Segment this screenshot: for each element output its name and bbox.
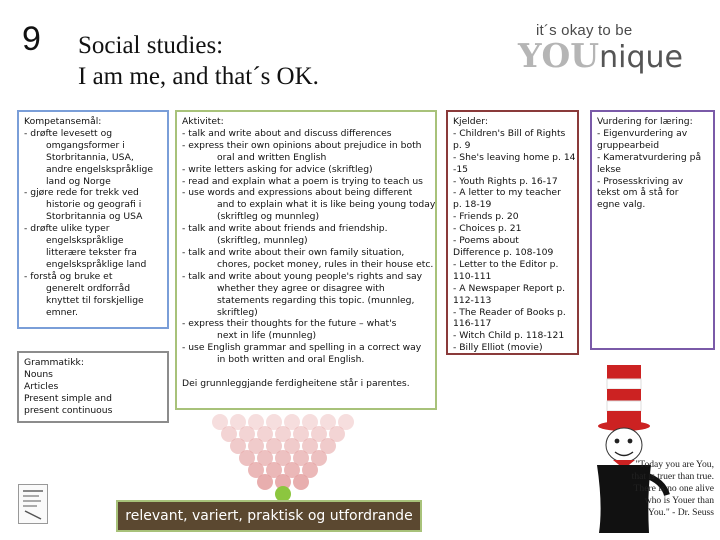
grammatikk-line: Grammatikk: [24,357,84,368]
title-line-1: Social studies: [78,32,224,59]
aktivitet-line: - express their thoughts for the future – what's [182,318,397,330]
kompetansemal-line: engelskspråklige [46,235,124,247]
kjelder-line: - Children's Bill of Rights [453,127,566,139]
kjelder-line: Kjelder: [453,116,488,127]
kompetansemal-line: Storbritannia, USA, [46,151,134,163]
vurdering-line: - Kameratvurdering på [597,151,702,163]
kompetansemal-line: generelt ordforråd [46,282,131,294]
kompetansemal-line: emner. [46,306,78,318]
logo-small-text: it´s okay to be [536,22,633,39]
kompetansemal-line: - drøfte ulike typer [24,223,110,235]
quote-line: who is Youer than [644,495,714,506]
kompetansemal-line: Kompetansemål: [24,116,102,127]
vurdering-box [590,110,715,350]
kjelder-line: - Youth Rights p. 16-17 [453,175,558,187]
grammatikk-line: present continuous [24,404,113,416]
kjelder-line: - The Reader of Books p. [453,306,566,318]
kjelder-line: - Friends p. 20 [453,211,519,223]
kompetansemal-line: omgangsformer i [46,139,125,151]
aktivitet-line: and to explain what it is like being young today [217,199,436,211]
kjelder-line: 110-111 [453,270,492,282]
logo-big-text [518,36,683,75]
vurdering-line: tekst om å stå for [597,187,679,199]
aktivitet-box [175,110,437,410]
grammatikk-box [17,351,169,423]
aktivitet-line: - talk and write about their own family situation, [182,246,405,258]
ball-pyramid-image [208,410,358,500]
grammatikk-line: Nouns [24,368,53,380]
aktivitet-line: - read and explain what a poem is trying to teach us [182,175,423,187]
slide-number: 9 [22,20,41,58]
kjelder-line: - Billy Elliot (movie) [453,342,543,354]
kompetansemal-line: historie og geografi i [46,199,142,211]
aktivitet-line: oral and written English [217,151,327,163]
kompetansemal-line: litterære tekster fra [46,246,137,258]
dr-seuss-quote [596,459,714,519]
aktivitet-line: - talk and write about friends and friendship. [182,223,388,235]
kjelder-box [446,110,579,355]
kompetansemal-line: - drøfte levesett og [24,127,113,139]
vurdering-line: gruppearbeid [597,139,660,151]
quote-line: There is no one alive [633,483,714,494]
quote-line: "Today you are You, [635,459,714,470]
slide-title [78,30,319,92]
kompetansemal-box [17,110,169,329]
aktivitet-line: statements regarding this topic. (munnleg, [217,294,415,306]
kompetansemal-line: Storbritannia og USA [46,211,143,223]
kompetansemal-line: land og Norge [46,175,111,187]
aktivitet-line: skriftleg) [217,306,258,318]
kjelder-line: p. 9 [453,139,471,151]
aktivitet-line: - use English grammar and spelling in a correct way [182,342,422,354]
green-ball [275,486,291,500]
aktivitet-line: - use words and expressions about being different [182,187,413,199]
aktivitet-line: (skriftleg, munnleg) [217,235,308,247]
kjelder-line: Difference p. 108-109 [453,246,554,258]
quote-line: You." - Dr. Seuss [647,507,714,518]
aktivitet-line: - talk and write about and discuss differences [182,127,392,139]
title-line-2: I am me, and that´s OK. [78,63,319,90]
aktivitet-list [182,116,436,366]
logo-nique: nique [599,40,683,75]
kjelder-line: -15 [453,163,469,175]
aktivitet-line: chores, pocket money, rules in their house etc. [217,258,434,270]
kjelder-line: - Poems about [453,235,519,247]
kompetansemal-line: engelskspråklige land [46,258,147,270]
aktivitet-line: - talk and write about young people's rights and say [182,270,423,282]
banner-relevant: relevant, variert, praktisk og utfordrande [116,500,422,532]
aktivitet-note: Dei grunnleggjande ferdigheitene står i parentes. [182,378,410,390]
pyramid-ball [293,474,309,490]
kjelder-line: - Choices p. 21 [453,223,522,235]
aktivitet-line: whether they agree or disagree with [217,282,385,294]
kjelder-line: - She's leaving home p. 14 [453,151,576,163]
kjelder-line: - Witch Child p. 118-121 [453,330,565,342]
kjelder-line: p. 18-19 [453,199,492,211]
vurdering-line: egne valg. [597,199,646,211]
grammatikk-line: Present simple and [24,392,112,404]
aktivitet-line: - express their own opinions about prejudice in both [182,139,422,151]
aktivitet-line: Aktivitet: [182,116,224,127]
thumbnail-image [18,484,48,524]
aktivitet-line: (skriftleg og munnleg) [217,211,320,223]
grammatikk-line: Articles [24,380,59,392]
kjelder-line: - Letter to the Editor p. [453,258,559,270]
younique-logo [518,22,688,84]
kjelder-line: 116-117 [453,318,492,330]
aktivitet-line: next in life (munnleg) [217,330,317,342]
aktivitet-line: in both written and oral English. [217,354,365,366]
kompetansemal-line: andre engelskspråklige [46,163,153,175]
vurdering-line: Vurdering for læring: [597,116,693,127]
vurdering-line: - Prosesskriving av [597,175,684,187]
vurdering-line: lekse [597,163,621,175]
kjelder-line: - A Newspaper Report p. [453,282,566,294]
vurdering-line: - Eigenvurdering av [597,127,688,139]
kompetansemal-line: - forstå og bruke et [24,270,113,282]
pyramid-ball [257,474,273,490]
kompetansemal-line: - gjøre rede for trekk ved [24,187,139,199]
aktivitet-line: - write letters asking for advice (skriftleg) [182,163,373,175]
kompetansemal-line: knyttet til forskjellige [46,294,144,306]
kjelder-line: 112-113 [453,294,492,306]
quote-line: that is truer than true. [631,471,714,482]
kjelder-line: - A letter to my teacher [453,187,561,199]
logo-you: YOU [518,36,600,75]
